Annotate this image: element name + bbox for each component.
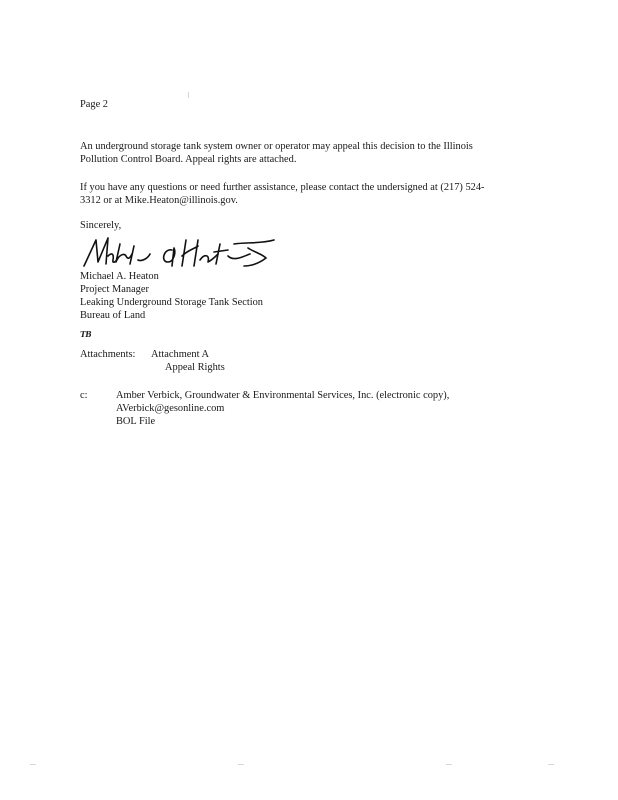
cc-line-1: Amber Verbick, Groundwater & Environmental Services, Inc. (electronic copy),: [116, 390, 450, 401]
cc-label: c:: [80, 390, 88, 401]
attachment-item-1: Attachment A: [151, 349, 210, 360]
scan-artifact: [188, 92, 189, 98]
appeal-paragraph: [80, 140, 550, 166]
closing-salutation: Sincerely,: [80, 220, 122, 231]
scan-artifact: [548, 764, 554, 765]
scan-artifact: [446, 764, 452, 765]
questions-line-2: 3312 or at Mike.Heaton@illinois.gov.: [80, 195, 238, 206]
scan-artifact: [238, 764, 244, 765]
page-number: Page 2: [80, 99, 108, 110]
cc-line-2: AVerbick@gesonline.com: [116, 403, 225, 414]
questions-paragraph: [80, 181, 550, 207]
attachment-item-2: Appeal Rights: [165, 362, 225, 373]
appeal-line-1: An underground storage tank system owner or operator may appeal this decision to the Illinois: [80, 141, 473, 152]
typist-initials: TB: [79, 329, 92, 339]
attachments-label: Attachments:: [80, 349, 136, 360]
signer-bureau: Bureau of Land: [80, 310, 146, 321]
cc-line-3: BOL File: [116, 416, 156, 427]
questions-line-1: If you have any questions or need further assistance, please contact the undersigned at (217) 524-: [80, 182, 485, 193]
signer-section: Leaking Underground Storage Tank Section: [80, 297, 263, 308]
scan-artifact: [30, 764, 36, 765]
appeal-line-2: Pollution Control Board. Appeal rights are attached.: [80, 154, 297, 165]
handwritten-signature: [78, 232, 288, 272]
signer-name: Michael A. Heaton: [80, 271, 159, 282]
signer-title: Project Manager: [80, 284, 149, 295]
